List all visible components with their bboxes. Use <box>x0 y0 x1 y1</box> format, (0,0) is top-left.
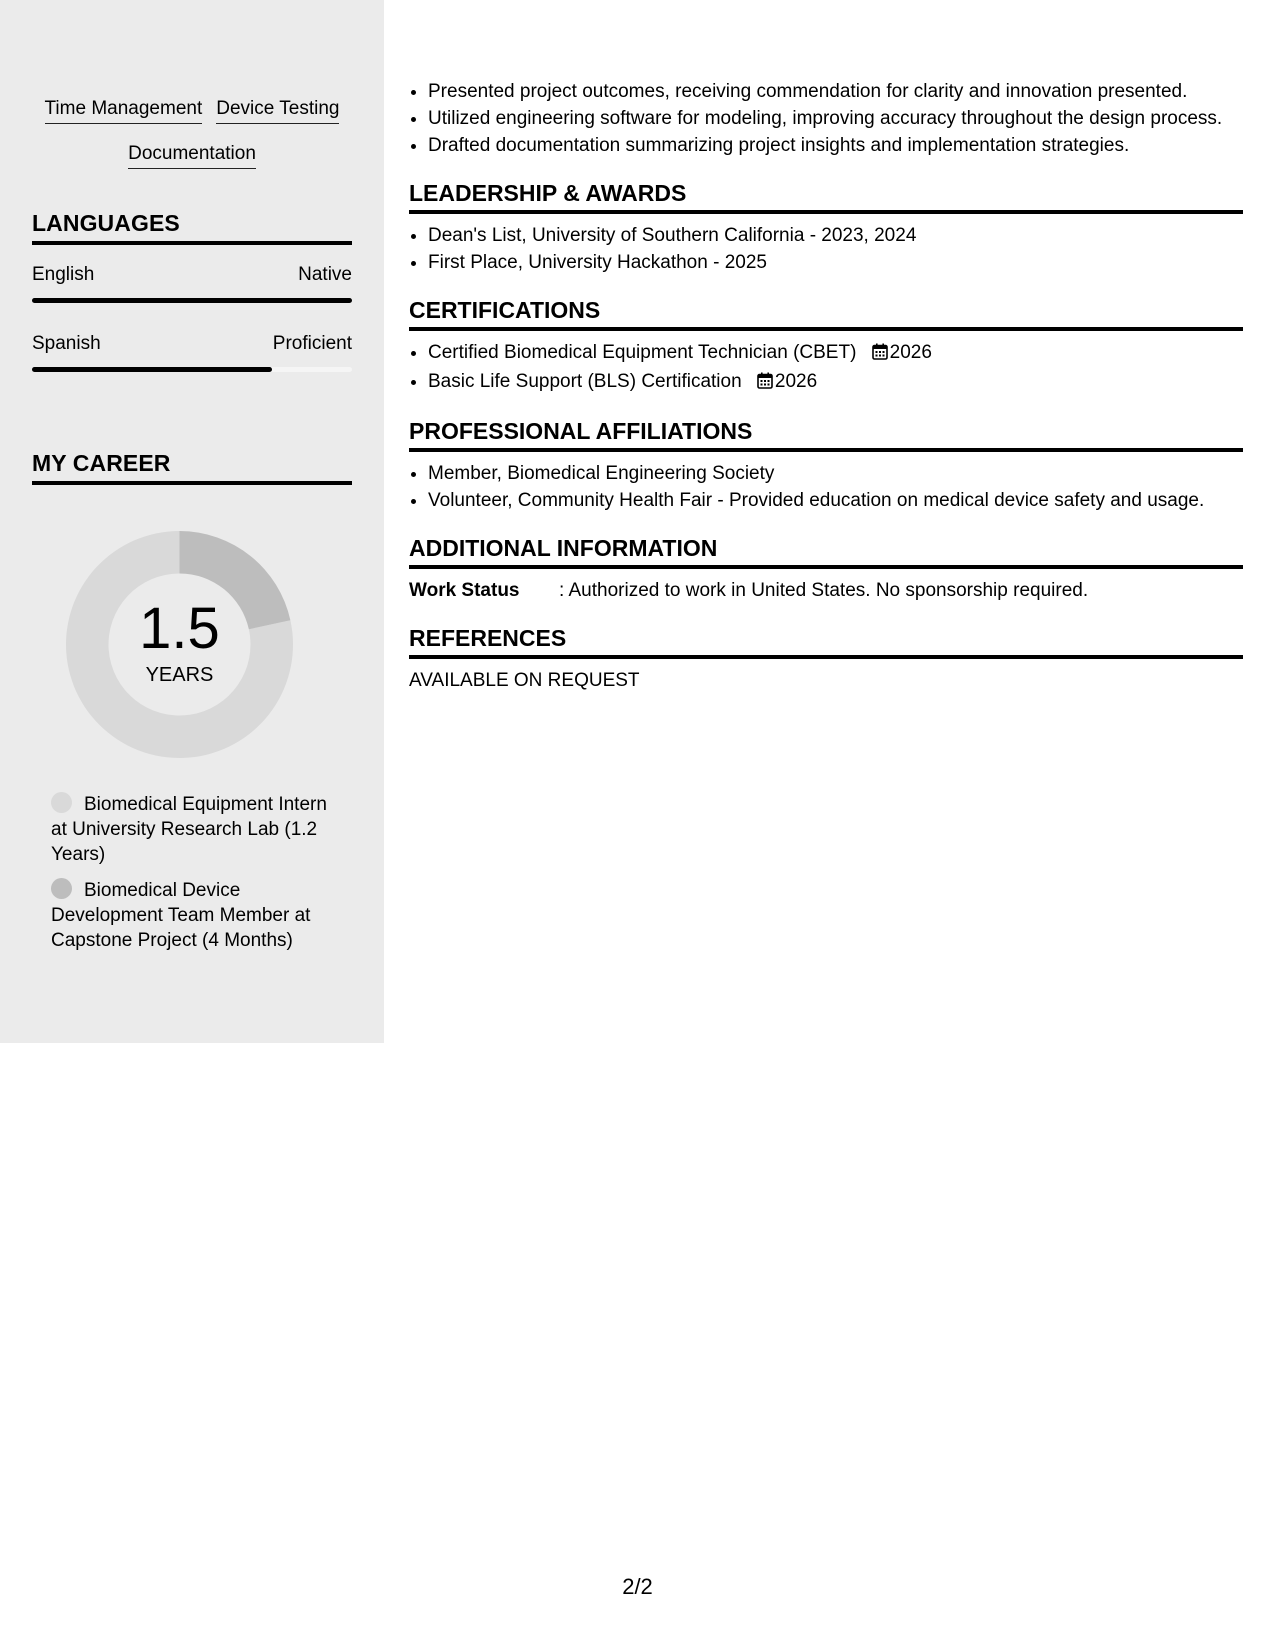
language-level: Proficient <box>272 333 352 354</box>
certification-name: Basic Life Support (BLS) Certification <box>428 371 742 392</box>
list-item: • Drafted documentation summarizing project insights and implementation strategies. <box>428 132 1243 159</box>
calendar-icon <box>757 370 773 397</box>
language-level: Native <box>298 264 352 285</box>
additional-info-heading: ADDITIONAL INFORMATION <box>409 535 1243 569</box>
affiliations-list <box>409 460 1243 514</box>
career-heading: MY CAREER <box>32 450 352 485</box>
list-item: • Volunteer, Community Health Fair - Provided education on medical device safety and usage. <box>428 487 1243 514</box>
career-legend-item <box>51 878 336 953</box>
legend-dot-icon <box>51 878 72 899</box>
career-total: 1.5 <box>139 596 220 661</box>
experience-bullets <box>409 78 1243 159</box>
language-spanish <box>32 333 352 372</box>
career-unit: YEARS <box>145 664 214 686</box>
certifications-heading: CERTIFICATIONS <box>409 297 1243 331</box>
affiliations-heading: PROFESSIONAL AFFILIATIONS <box>409 418 1243 452</box>
list-item: • Dean's List, University of Southern California - 2023, 2024 <box>428 222 1243 249</box>
language-name: English <box>32 264 95 285</box>
list-item <box>428 339 1243 368</box>
language-bar-fill <box>32 298 352 303</box>
skills-list <box>32 86 352 176</box>
skill-tag: Documentation <box>128 142 256 169</box>
language-name: Spanish <box>32 333 101 354</box>
certification-year: 2026 <box>889 342 932 363</box>
career-item-label: Biomedical Equipment Intern at University Research Lab (1.2 Years) <box>51 794 327 865</box>
skill-tag: Device Testing <box>216 97 339 124</box>
certifications-list <box>409 339 1243 397</box>
legend-dot-icon <box>51 792 72 813</box>
certification-name: Certified Biomedical Equipment Technician (CBET) <box>428 342 857 363</box>
list-item: • Member, Biomedical Engineering Society <box>428 460 1243 487</box>
career-legend-item <box>51 792 336 867</box>
certification-year: 2026 <box>774 371 818 392</box>
list-item: • Presented project outcomes, receiving commendation for clarity and innovation presented. <box>428 78 1243 105</box>
leadership-heading: LEADERSHIP & AWARDS <box>409 180 1243 214</box>
list-item: • Utilized engineering software for modeling, improving accuracy throughout the design process. <box>428 105 1243 132</box>
skill-tag: Time Management <box>45 97 203 124</box>
language-bar-fill <box>32 367 272 372</box>
page-number: 2/2 <box>622 1574 653 1599</box>
list-item <box>428 368 1243 397</box>
language-bar <box>32 367 352 372</box>
references-text: AVAILABLE ON REQUEST <box>409 670 640 691</box>
languages-heading: LANGUAGES <box>32 210 352 245</box>
language-bar <box>32 298 352 303</box>
main-content <box>409 78 1243 694</box>
work-status-label: Work Status <box>409 580 520 601</box>
work-status-value: : Authorized to work in United States. No sponsorship required. <box>559 580 1089 601</box>
work-status-row <box>409 577 1243 604</box>
list-item: • First Place, University Hackathon - 2025 <box>428 249 1243 276</box>
calendar-icon <box>872 341 888 368</box>
language-english <box>32 264 352 303</box>
career-item-label: Biomedical Device Development Team Member at Capstone Project (4 Months) <box>51 880 311 951</box>
references-heading: REFERENCES <box>409 625 1243 659</box>
leadership-list <box>409 222 1243 276</box>
sidebar <box>0 0 384 1043</box>
